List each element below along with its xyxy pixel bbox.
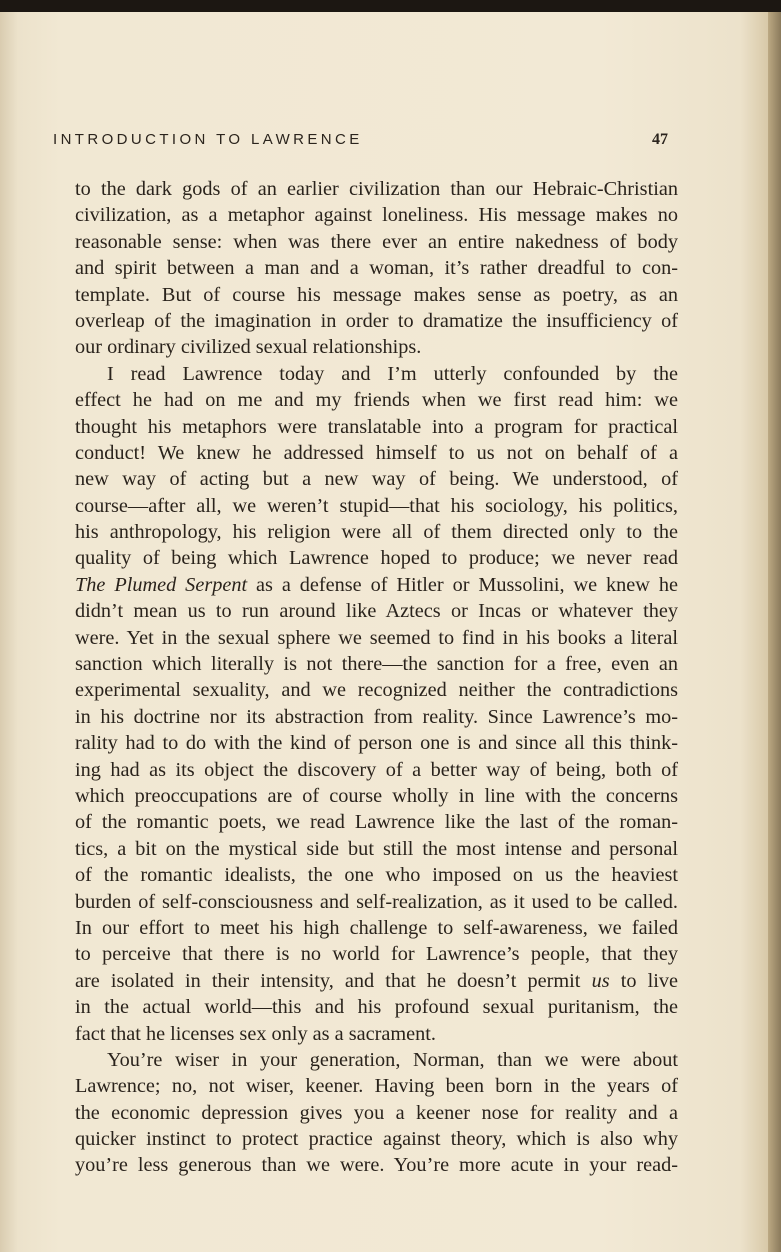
text-segment: quality of being which Lawrence hoped to produce; we never read [75,547,678,570]
text-line [75,1021,678,1047]
text-segment: burden of self-consciousness and self-realization, as it used to be called. [75,890,678,913]
text-segment: sanction which literally is not there—the sanction for a free, even an [75,653,678,676]
text-line [75,519,678,545]
text-segment: are isolated in their intensity, and that he doesn’t permit [75,969,592,992]
text-line [75,1100,678,1126]
text-line [75,176,678,202]
text-segment: reasonable sense: when was there ever an entire nakedness of body [75,230,678,253]
text-line [75,229,678,255]
text-segment: in the actual world—this and his profound sexual puritanism, the [75,996,678,1019]
text-line [75,493,678,519]
page-header [53,131,668,155]
text-segment: Lawrence; no, not wiser, keener. Having been born in the years of [75,1075,678,1098]
text-line [75,862,678,888]
text-segment: ing had as its object the discovery of a better way of being, both of [75,758,678,781]
italic-text: The Plumed Serpent [75,573,248,596]
text-line [75,440,678,466]
page-number: 47 [652,131,668,148]
running-title: INTRODUCTION TO LAWRENCE [53,131,363,148]
text-segment: our ordinary civilized sexual relationships. [75,336,422,359]
scan-top-border [0,0,781,12]
text-segment: In our effort to meet his high challenge to self-awareness, we failed [75,916,678,939]
text-line [75,968,678,994]
text-segment: of the romantic idealists, the one who imposed on us the heaviest [75,864,678,887]
text-line [75,1047,678,1073]
paragraph [75,361,678,1047]
text-line [75,1126,678,1152]
text-line [75,308,678,334]
text-segment: and spirit between a man and a woman, it’s rather dreadful to con- [75,257,678,280]
text-line [75,704,678,730]
text-segment: his anthropology, his religion were all of them directed only to the [75,521,678,544]
text-line [75,941,678,967]
text-line [75,836,678,862]
text-segment: were. Yet in the sexual sphere we seemed to find in his books a literal [75,626,678,649]
page-edge-shadow [768,12,781,1252]
text-line [75,414,678,440]
text-segment: tics, a bit on the mystical side but still the most intense and personal [75,837,678,860]
text-segment: didn’t mean us to run around like Aztecs or Incas or whatever they [75,600,678,623]
text-segment: effect he had on me and my friends when we first read him: we [75,389,678,412]
text-segment: new way of acting but a new way of being. We understood, of [75,468,678,491]
text-line [75,730,678,756]
text-segment: You’re wiser in your generation, Norman, than we were about [107,1048,678,1071]
text-line [75,625,678,651]
text-segment: conduct! We knew he addressed himself to us not on behalf of a [75,441,678,464]
text-line [75,783,678,809]
text-segment: to perceive that there is no world for Lawrence’s people, that they [75,943,678,966]
paragraph [75,176,678,361]
text-segment: overleap of the imagination in order to dramatize the insufficiency of [75,309,678,332]
text-line [75,651,678,677]
text-line [75,1073,678,1099]
text-segment: civilization, as a metaphor against loneliness. His message makes no [75,204,678,227]
text-segment: you’re less generous than we were. You’re more acute in your read- [75,1154,678,1177]
text-line [75,361,678,387]
text-line [75,545,678,571]
text-segment: experimental sexuality, and we recognized neither the contradictions [75,679,678,702]
text-line [75,994,678,1020]
text-line [75,757,678,783]
text-segment: of the romantic poets, we read Lawrence like the last of the roman- [75,811,678,834]
text-segment: thought his metaphors were translatable into a program for practical [75,415,678,438]
text-segment: which preoccupations are of course wholly in line with the concerns [75,784,678,807]
text-line [75,598,678,624]
text-segment: in his doctrine nor its abstraction from reality. Since Lawrence’s mo- [75,705,678,728]
text-line [75,466,678,492]
text-line [75,572,678,598]
text-segment: template. But of course his message makes sense as poetry, as an [75,283,678,306]
body-text [75,176,678,1179]
text-segment: to live [609,969,679,992]
italic-text: us [591,969,610,992]
text-segment: as a defense of Hitler or Mussolini, we knew he [247,573,678,596]
text-segment: course—after all, we weren’t stupid—that his sociology, his politics, [75,494,678,517]
text-line [75,677,678,703]
text-line [75,889,678,915]
text-line [75,1152,678,1178]
text-segment: quicker instinct to protect practice against theory, which is also why [75,1128,678,1151]
text-line [75,809,678,835]
text-line [75,255,678,281]
text-line [75,387,678,413]
text-segment: I read Lawrence today and I’m utterly confounded by the [107,362,678,385]
text-line [75,282,678,308]
paragraph [75,1047,678,1179]
text-line [75,915,678,941]
text-line [75,202,678,228]
text-segment: rality had to do with the kind of person one is and since all this think- [75,732,678,755]
text-segment: the economic depression gives you a keener nose for reality and a [75,1101,678,1124]
text-line [75,334,678,360]
text-segment: fact that he licenses sex only as a sacrament. [75,1022,436,1045]
text-segment: to the dark gods of an earlier civilization than our Hebraic-Christian [75,178,678,200]
